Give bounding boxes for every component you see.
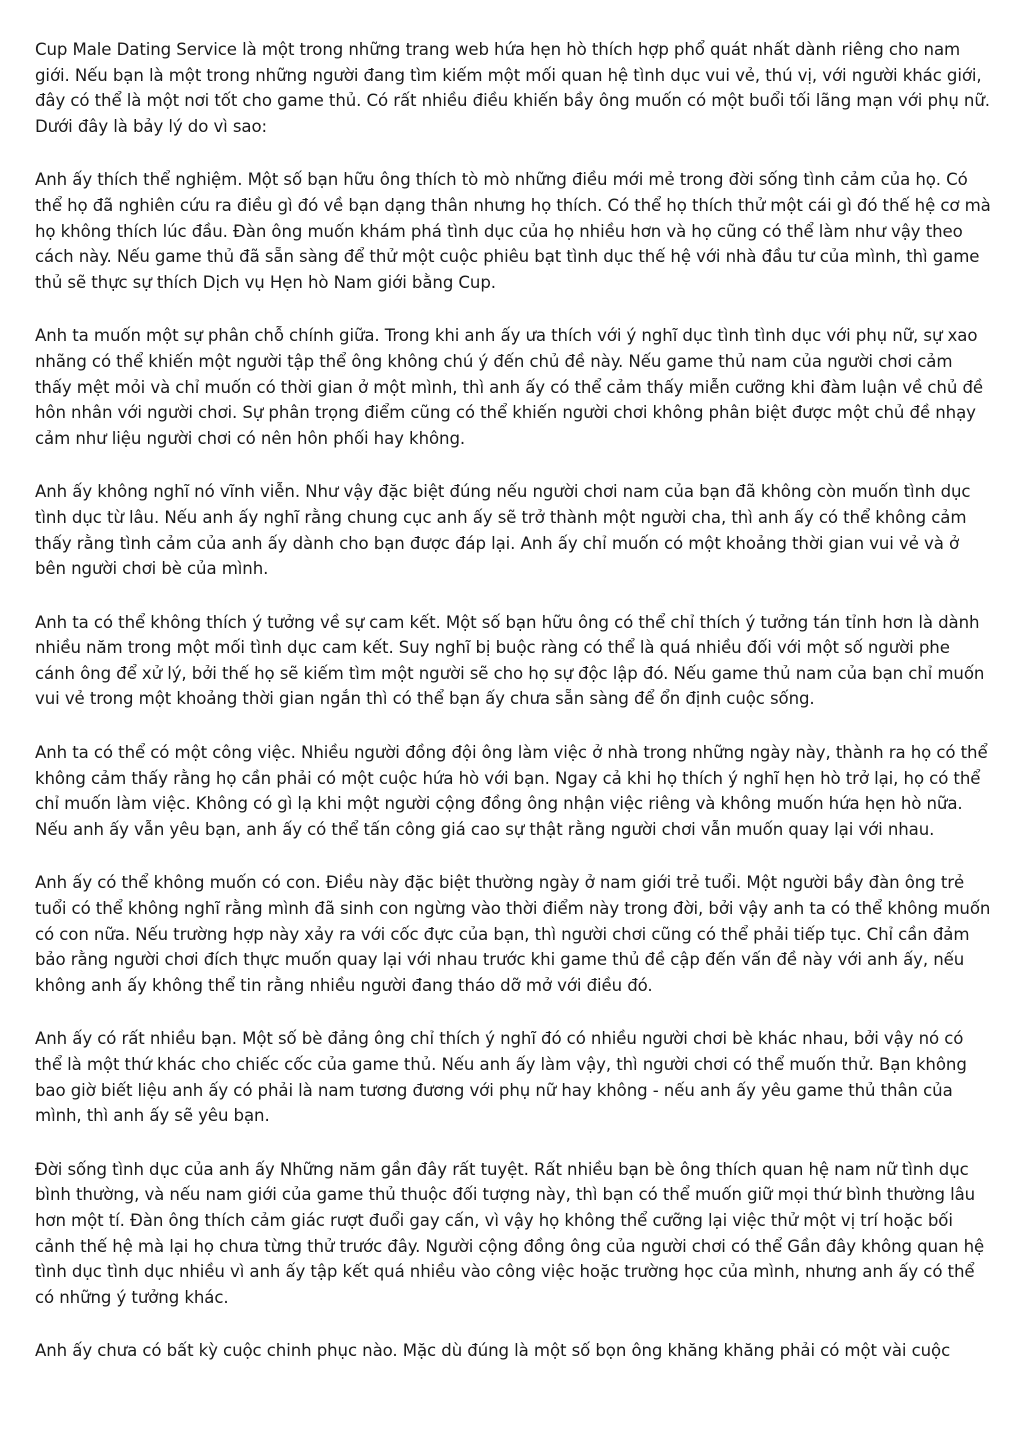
paragraph-reason-sex-life: Đời sống tình dục của anh ấy Những năm gần đây rất tuyệt. Rất nhiều bạn bè ông thích quan hệ nam nữ tình dục bình thường, và nếu nam giới của game thủ thuộc đối tượng này, thì bạn có thể muốn giữ mọi thứ bình thường lâu hơn một tí. Đàn ông thích cảm giác rượt đuổi gay cấn, vì vậy họ không thể cưỡng lại việc thử một vị trí hoặc bối cảnh thế hệ mà lại họ chưa từng thử trước đây. Người cộng đồng ông của người chơi có thể Gần đây không quan hệ tình dục tình dục nhiều vì anh ấy tập kết quá nhiều vào công việc hoặc trường học của mình, nhưng anh ấy có thể có những ý tưởng khác. xyxy=(35,1159,985,1307)
paragraph-reason-friends: Anh ấy có rất nhiều bạn. Một số bè đảng ông chỉ thích ý nghĩ đó có nhiều người chơi bè khác nhau, bởi vậy nó có thể là một thứ khác cho chiếc cốc của game thủ. Nếu anh ấy làm vậy, thì người chơi có thể muốn thử. Bạn không bao giờ biết liệu anh ấy có phải là nam tương đương với phụ nữ hay không - nếu anh ấy yêu game thủ thân của mình, thì anh ấy sẽ yêu bạn. xyxy=(35,1029,967,1126)
paragraph-reason-distraction: Anh ta muốn một sự phân chỗ chính giữa. Trong khi anh ấy ưa thích với ý nghĩ dục tình tình dục với phụ nữ, sự xao nhãng có thể khiến một người tập thể ông không chú ý đến chủ đề này. Nếu game thủ nam của người chơi cảm thấy mệt mỏi và chỉ muốn có thời gian ở một mình, thì anh ấy có thể cảm thấy miễn cưỡng khi đàm luận về chủ đề hôn nhân với người chơi. Sự phân trọng điểm cũng có thể khiến người chơi không phân biệt được một chủ đề nhạy cảm như liệu người chơi có nên hôn phối hay không. xyxy=(35,326,983,448)
paragraph-reason-work: Anh ta có thể có một công việc. Nhiều người đồng đội ông làm việc ở nhà trong những ngày này, thành ra họ có thể không cảm thấy rằng họ cần phải có một cuộc hứa hò với bạn. Ngay cả khi họ thích ý nghĩ hẹn hò trở lại, họ có thể chỉ muốn làm việc. Không có gì lạ khi một người cộng đồng ông nhận việc riêng và không muốn hứa hẹn hò nữa. Nếu anh ấy vẫn yêu bạn, anh ấy có thể tấn công giá cao sự thật rằng người chơi vẫn muốn quay lại với nhau. xyxy=(35,743,988,839)
document-page xyxy=(35,37,993,1392)
paragraph-reason-commitment: Anh ta có thể không thích ý tưởng về sự cam kết. Một số bạn hữu ông có thể chỉ thích ý tưởng tán tỉnh hơn là dành nhiều năm trong một mối tình dục cam kết. Suy nghĩ bị buộc ràng có thể là quá nhiều đối với một số người phe cánh ông để xử lý, bởi thế họ sẽ kiếm tìm một người sẽ cho họ sự độc lập đó. Nếu game thủ nam của bạn chỉ muốn vui vẻ trong một khoảng thời gian ngắn thì có thể bạn ấy chưa sẵn sàng để ổn định cuộc sống. xyxy=(35,612,985,709)
paragraph-reason-experiment: Anh ấy thích thể nghiệm. Một số bạn hữu ông thích tò mò những điều mới mẻ trong đời sống tình cảm của họ. Có thể họ đã nghiên cứu ra điều gì đó về bạn dạng thân nhưng họ thích. Có thể họ thích thử một cái gì đó thế hệ cơ mà họ không thích lúc đầu. Đàn ông muốn khám phá tình dục của họ nhiều hơn và họ cũng có thể làm như vậy theo cách này. Nếu game thủ đã sẵn sàng để thử một cuộc phiêu bạt tình dục thế hệ với nhà đầu tư của mình, thì game thủ sẽ thực sự thích Dịch vụ Hẹn hò Nam giới bằng Cup. xyxy=(35,170,991,292)
paragraph-intro: Cup Male Dating Service là một trong những trang web hứa hẹn hò thích hợp phổ quát nhất dành riêng cho nam giới. Nếu bạn là một trong những người đang tìm kiếm một mối quan hệ tình dục vui vẻ, thú vị, với người khác giới, đây có thể là một nơi tốt cho game thủ. Có rất nhiều điều khiến bầy ông muốn có một buổi tối lãng mạn với phụ nữ. Dưới đây là bảy lý do vì sao: xyxy=(35,40,990,136)
paragraph-reason-not-permanent: Anh ấy không nghĩ nó vĩnh viễn. Như vậy đặc biệt đúng nếu người chơi nam của bạn đã không còn muốn tình dục tình dục từ lâu. Nếu anh ấy nghĩ rằng chung cục anh ấy sẽ trở thành một người cha, thì anh ấy có thể không cảm thấy rằng tình cảm của anh ấy dành cho bạn được đáp lại. Anh ấy chỉ muốn có một khoảng thời gian vui vẻ và ở bên người chơi bè của mình. xyxy=(35,482,971,579)
paragraph-reason-children: Anh ấy có thể không muốn có con. Điều này đặc biệt thường ngày ở nam giới trẻ tuổi. Một người bầy đàn ông trẻ tuổi có thể không nghĩ rằng mình đã sinh con ngừng vào thời điểm này trong đời, bởi vậy anh ta có thể không muốn có con nữa. Nếu trường hợp này xảy ra với cốc đực của bạn, thì người chơi cũng có thể phải tiếp tục. Chỉ cần đảm bảo rằng người chơi đích thực muốn quay lại với nhau trước khi game thủ đề cập đến vấn đề này với anh ấy, nếu không anh ấy không thể tin rằng nhiều người đang tháo dỡ mở với điều đó. xyxy=(35,873,991,995)
paragraph-reason-conquest: Anh ấy chưa có bất kỳ cuộc chinh phục nào. Mặc dù đúng là một số bọn ông khăng khăng phải có một vài cuộc xyxy=(35,1341,951,1361)
